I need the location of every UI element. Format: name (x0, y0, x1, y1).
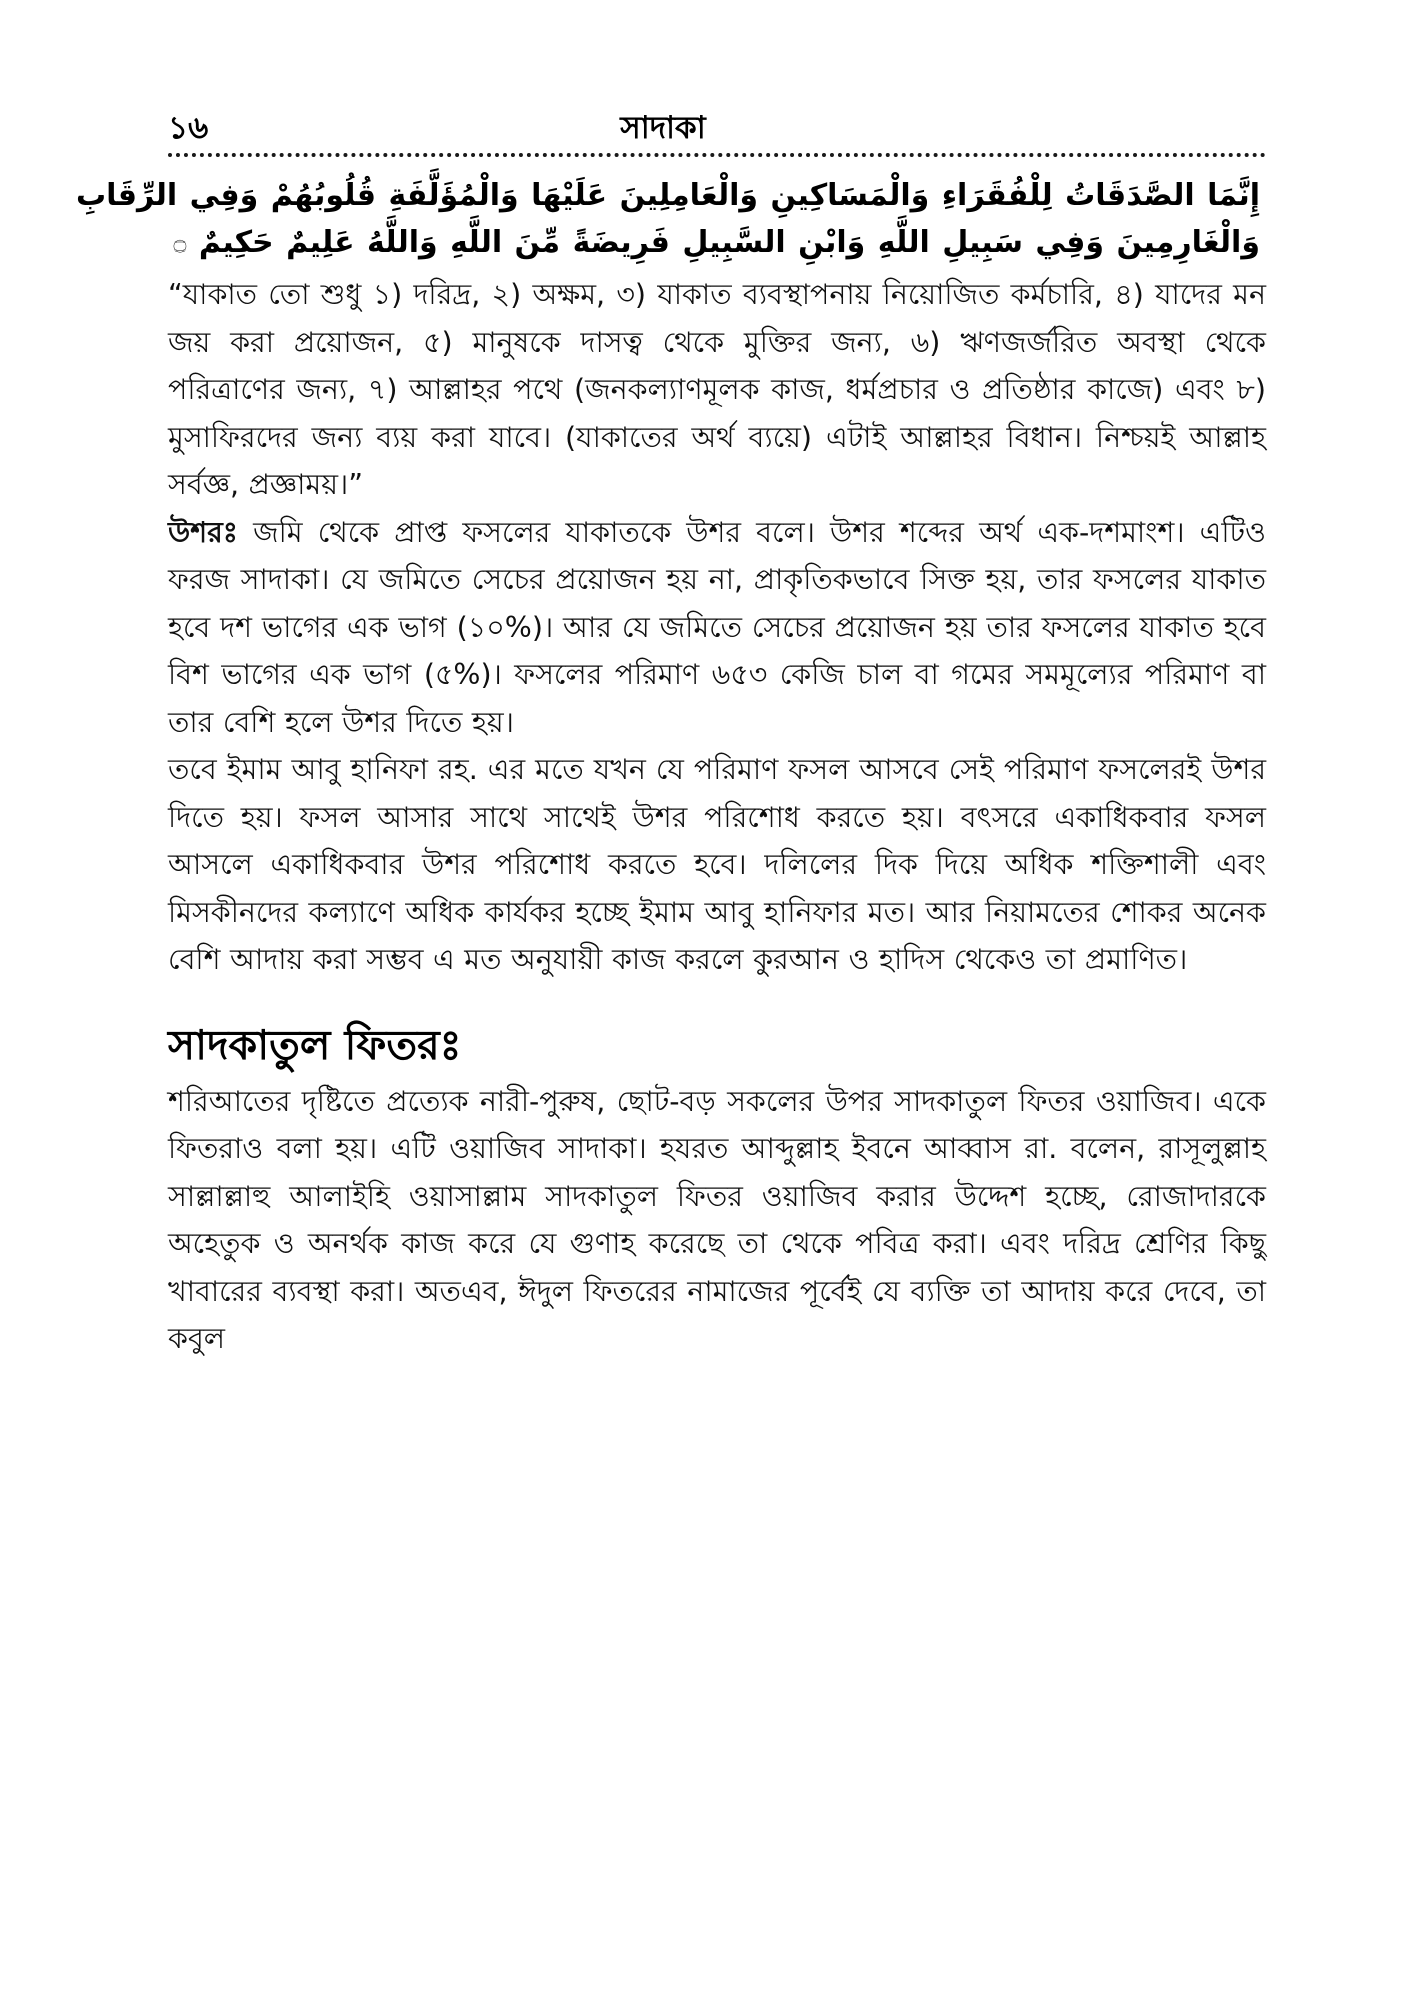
ushor-paragraph (168, 509, 1266, 747)
page-content-column (75, 0, 1266, 1363)
page-number: ১৬ (168, 110, 209, 146)
quran-verse-line-2 (174, 219, 1260, 268)
section-heading-sadaqatul-fitr: সাদকাতুল ফিতরঃ (168, 1020, 462, 1069)
hanifa-opinion-paragraph: তবে ইমাম আবু হানিফা রহ. এর মতে যখন যে পরিমাণ ফসল আসবে সেই পরিমাণ ফসলেরই উশর দিতে হয়। ফসল আসার সাথে সাথেই উশর পরিশোধ করতে হয়। বৎসরে একাধিকবার ফসল আসলে একাধিকবার উশর পরিশোধ করতে হবে। দলিলের দিক দিয়ে অধিক শক্তিশালী এবং মিসকীনদের কল্যাণে অধিক কার্যকর হচ্ছে ইমাম আবু হানিফার মত। আর নিয়ামতের শোকর অনেক বেশি আদায় করা সম্ভব এ মত অনুযায়ী কাজ করলে কুরআন ও হাদিস থেকেও তা প্রমাণিত। (168, 753, 1266, 977)
running-head-title: সাদাকা (620, 110, 706, 146)
sadaqatul-fitr-paragraph: শরিআতের দৃষ্টিতে প্রত্যেক নারী-পুরুষ, ছোট-বড় সকলের উপর সাদকাতুল ফিতর ওয়াজিব। একে ফিতরাও বলা হয়। এটি ওয়াজিব সাদাকা। হযরত আব্দুল্লাহ ইবনে আব্বাস রা. বলেন, রাসূলুল্লাহ সাল্লাল্লাহু আলাইহি ওয়াসাল্লাম সাদকাতুল ফিতর ওয়াজিব করার উদ্দেশ হচ্ছে, রোজাদারকে অহেতুক ও অনর্থক কাজ করে যে গুণাহ করেছে তা থেকে পবিত্র করা। এবং দরিদ্র শ্রেণির কিছু খাবারের ব্যবস্থা করা। অতএব, ঈদুল ফিতরের নামাজের পূর্বেই যে ব্যক্তি তা আদায় করে দেবে, তা কবুল (168, 1084, 1266, 1356)
quran-verse-line-2-text: وَالْغَارِمِينَ وَفِي سَبِيلِ اللَّهِ وَابْنِ السَّبِيلِ فَرِيضَةً مِّنَ اللَّهِ وَاللَّهُ عَلِيمٌ حَكِيمٌ (198, 224, 1260, 260)
ushor-paragraph-text: জমি থেকে প্রাপ্ত ফসলের যাকাতকে উশর বলে। উশর শব্দের অর্থ এক-দশমাংশ। এটিও ফরজ সাদাকা। যে জমিতে সেচের প্রয়োজন হয় না, প্রাকৃতিকভাবে সিক্ত হয়, তার ফসলের যাকাত হবে দশ ভাগের এক ভাগ (১০%)। আর যে জমিতে সেচের প্রয়োজন হয় তার ফসলের যাকাত হবে বিশ ভাগের এক ভাগ (৫%)। ফসলের পরিমাণ ৬৫৩ কেজি চাল বা গমের সমমূল্যের পরিমাণ বা তার বেশি হলে উশর দিতে হয়। (168, 515, 1266, 739)
running-head (168, 110, 1266, 166)
header-dotted-rule (168, 153, 1266, 157)
verse-translation-paragraph: “যাকাত তো শুধু ১) দরিদ্র, ২) অক্ষম, ৩) যাকাত ব্যবস্থাপনায় নিয়োজিত কর্মচারি, ৪) যাদের মন জয় করা প্রয়োজন, ৫) মানুষকে দাসত্ব থেকে মুক্তির জন্য, ৬) ঋণজর্জরিত অবস্থা থেকে পরিত্রাণের জন্য, ৭) আল্লাহর পথে (জনকল্যাণমূলক কাজ, ধর্মপ্রচার ও প্রতিষ্ঠার কাজে) এবং ৮) মুসাফিরদের জন্য ব্যয় করা যাবে। (যাকাতের অর্থ ব্যয়ে) এটাই আল্লাহর বিধান। নিশ্চয়ই আল্লাহ সর্বজ্ঞ, প্রজ্ঞাময়।” (168, 278, 1266, 502)
quran-verse-line-1: إِنَّمَا الصَّدَقَاتُ لِلْفُقَرَاءِ وَالْمَسَاكِينِ وَالْعَامِلِينَ عَلَيْهَا وَالْمُؤَلَّفَةِ قُلُوبُهُمْ وَفِي الرِّقَابِ (75, 178, 1260, 213)
ushor-label: উশরঃ (168, 515, 238, 549)
quran-verse-block (75, 172, 1266, 267)
ayah-end-mark-icon: ۝ (173, 229, 187, 255)
